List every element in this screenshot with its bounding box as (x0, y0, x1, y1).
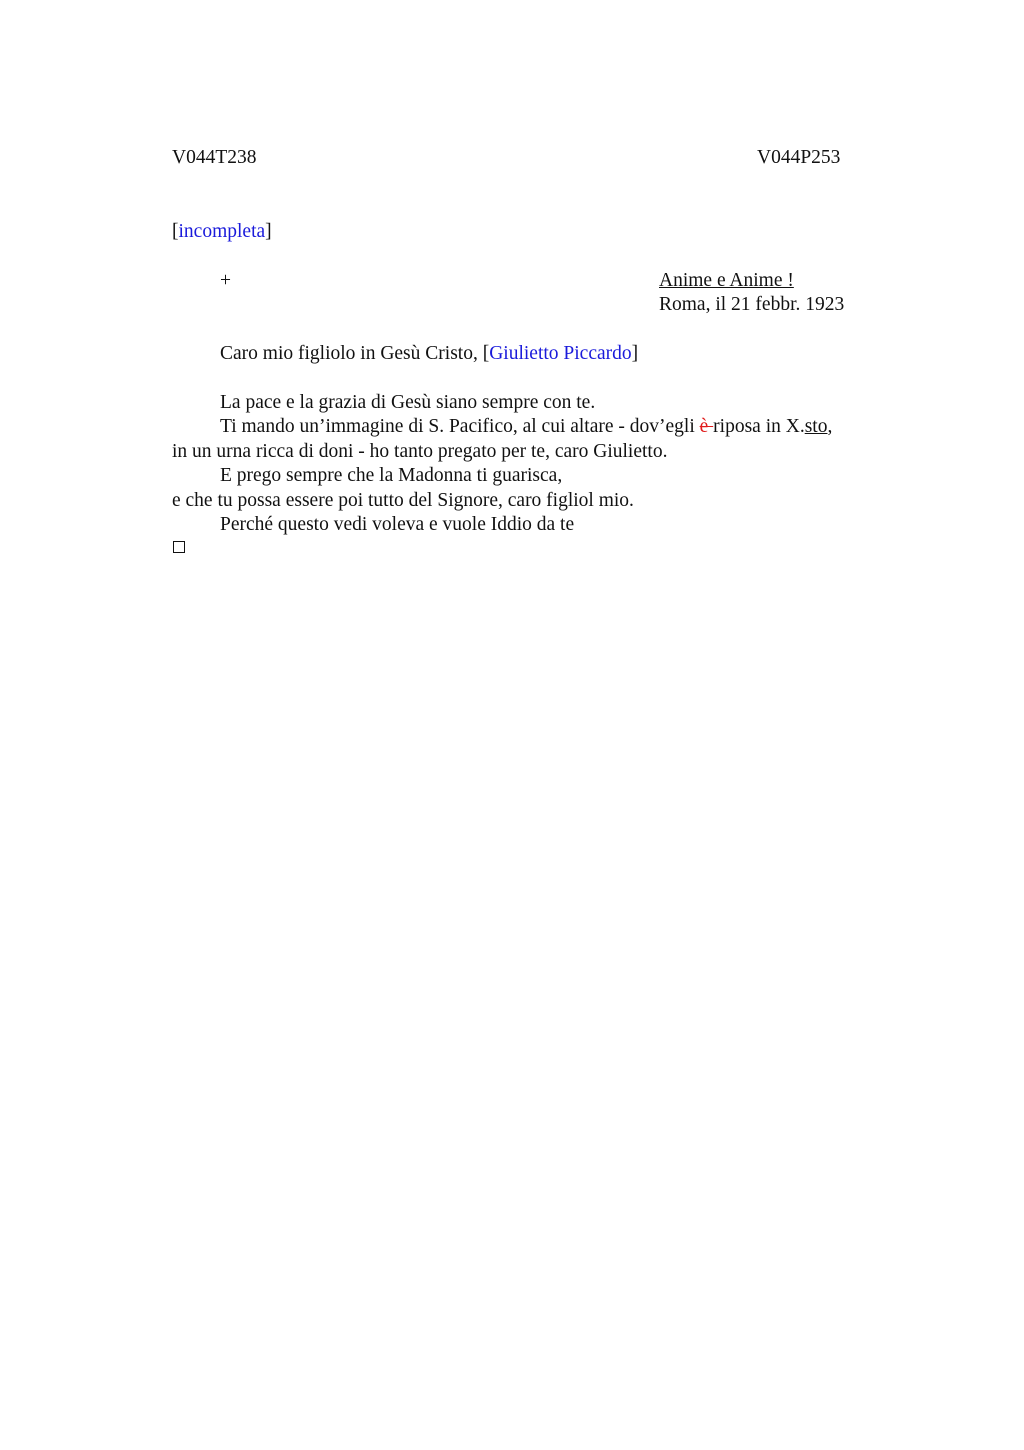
status-close-bracket: ] (265, 221, 272, 242)
body-line-2-end: , (827, 416, 833, 437)
place-date: Roma, il 21 febbr. 1923 (659, 294, 845, 315)
status-label: incompleta (178, 221, 266, 242)
salutation-text: Caro mio figliolo in Gesù Cristo, (220, 343, 483, 364)
body-line-5: e che tu possa essere poi tutto del Signore, caro figliol mio. (172, 490, 634, 511)
body-line-6: Perché questo vedi voleva e vuole Iddio da te (220, 514, 575, 535)
body-line-2 (220, 415, 832, 439)
body-line-1: La pace e la grazia di Gesù siano sempre con te. (220, 392, 596, 413)
recipient-name: Giulietto Piccardo (489, 343, 632, 364)
status-note (172, 220, 272, 244)
abbreviation-superscript: sto (804, 416, 828, 437)
end-box-icon (173, 541, 185, 553)
body-line-2-middle: riposa in X. (713, 416, 805, 437)
recipient-close-bracket: ] (631, 343, 639, 364)
status-open-bracket: [ (172, 221, 179, 242)
body-line-4: E prego sempre che la Madonna ti guarisca, (220, 465, 563, 486)
cross-symbol: + (220, 270, 231, 291)
volume-code-right: V044P253 (757, 147, 841, 168)
body-line-2-start: Ti mando un’immagine di S. Pacifico, al cui altare - dov’egli (220, 416, 700, 437)
volume-code-left: V044T238 (172, 147, 257, 168)
recipient-open-bracket: [ (482, 343, 490, 364)
deleted-text: è (699, 416, 714, 437)
letter-motto: Anime e Anime ! (659, 270, 794, 291)
body-line-3: in un urna ricca di doni - ho tanto pregato per te, caro Giulietto. (172, 441, 668, 462)
salutation (220, 342, 638, 366)
